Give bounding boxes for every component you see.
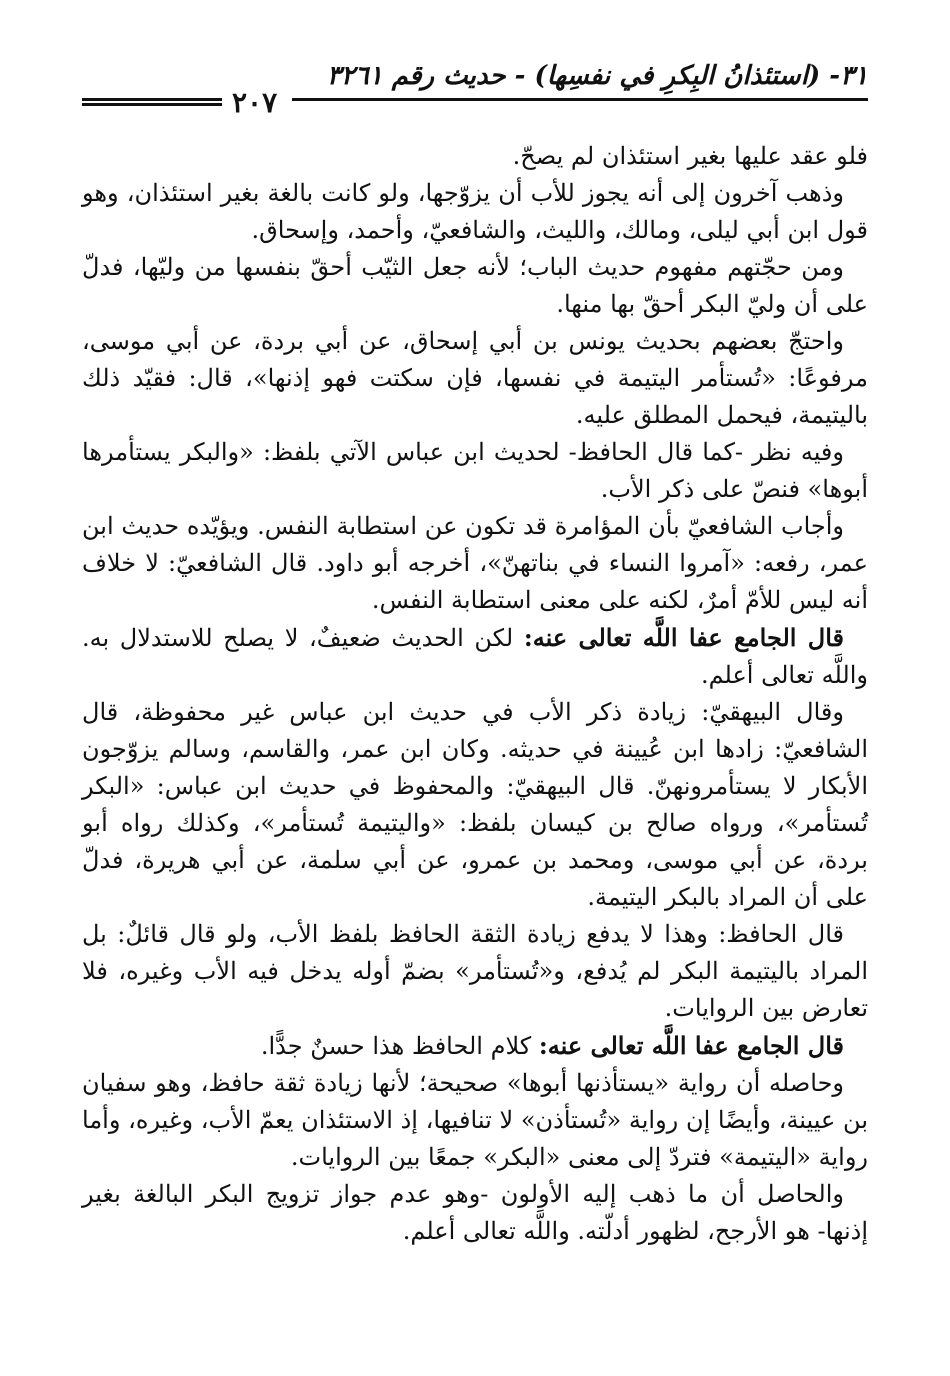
header-rule-double: [82, 98, 222, 110]
paragraph: [82, 138, 868, 175]
paragraph-text: وحاصله أن رواية «يستأذنها أبوها» صحيحة؛ لأنها زيادة ثقة حافظ، وهو سفيان بن عيينة، وأيضًا إن رواية «تُستأذن» لا تنافيها، إذ الاستئذان يعمّ الأب، وغيره، وأما رواية «اليتيمة» فتردّ إلى معنى «البكر» جمعًا بين الروايات.: [82, 1069, 868, 1171]
page-header: [82, 58, 868, 118]
compiler-note-lead: قال الجامع عفا اللَّه تعالى عنه:: [538, 1031, 844, 1060]
paragraph: [82, 323, 868, 434]
paragraph: [82, 916, 868, 1027]
paragraph: [82, 249, 868, 323]
paragraph: [82, 694, 868, 916]
paragraph-text: كلام الحافظ هذا حسنٌ جدًّا.: [260, 1032, 539, 1060]
paragraph-text: واحتجّ بعضهم بحديث يونس بن أبي إسحاق، عن أبي بردة، عن أبي موسى، مرفوعًا: «تُستأمر اليتيمة في نفسها، فإن سكتت فهو إذنها»، قال: فقيّد ذلك باليتيمة، فيحمل المطلق عليه.: [82, 327, 868, 429]
paragraph: [82, 508, 868, 619]
header-rule-line: [82, 98, 222, 101]
header-rule: [292, 98, 868, 101]
header-rule-line: [82, 103, 222, 106]
paragraph: [82, 175, 868, 249]
page-number: ٢٠٧: [232, 86, 278, 119]
paragraph-text: وأجاب الشافعيّ بأن المؤامرة قد تكون عن استطابة النفس. ويؤيّده حديث ابن عمر، رفعه: «آمروا النساء في بناتهنّ»، أخرجه أبو داود. قال الشافعيّ: لا خلاف أنه ليس للأمّ أمرٌ، لكنه على معنى استطابة النفس.: [82, 512, 868, 614]
page-body: [82, 138, 868, 1250]
paragraph: [82, 434, 868, 508]
paragraph-compiler-note: [82, 1027, 868, 1065]
compiler-note-lead: قال الجامع عفا اللَّه تعالى عنه:: [523, 623, 844, 652]
running-title: ٣١- (استئذانُ البِكرِ في نفسِها) - حديث رقم ٣٢٦١: [326, 61, 868, 91]
paragraph: [82, 1065, 868, 1176]
paragraph-text: قال الحافظ: وهذا لا يدفع زيادة الثقة الحافظ بلفظ الأب، ولو قال قائلٌ: بل المراد باليتيمة البكر لم يُدفع، و«تُستأمر» بضمّ أوله يدخل فيه الأب وغيره، فلا تعارض بين الروايات.: [82, 920, 868, 1022]
paragraph-text: وفيه نظر -كما قال الحافظ- لحديث ابن عباس الآتي بلفظ: «والبكر يستأمرها أبوها» فنصّ على ذكر الأب.: [82, 438, 868, 503]
paragraph-text: وذهب آخرون إلى أنه يجوز للأب أن يزوّجها، ولو كانت بالغة بغير استئذان، وهو قول ابن أبي ليلى، ومالك، والليث، والشافعيّ، وأحمد، وإسحاق.: [82, 179, 868, 244]
paragraph-text: فلو عقد عليها بغير استئذان لم يصحّ.: [512, 142, 868, 170]
paragraph: [82, 1176, 868, 1250]
paragraph-text: لكن الحديث ضعيفٌ، لا يصلح للاستدلال به. واللَّه تعالى أعلم.: [82, 624, 868, 689]
paragraph-text: والحاصل أن ما ذهب إليه الأولون -وهو عدم جواز تزويج البكر البالغة بغير إذنها- هو الأرجح، لظهور أدلّته. واللَّه تعالى أعلم.: [82, 1180, 868, 1245]
paragraph-text: وقال البيهقيّ: زيادة ذكر الأب في حديث ابن عباس غير محفوظة، قال الشافعيّ: زادها ابن عُيينة في حديثه. وكان ابن عمر، والقاسم، وسالم يزوّجون الأبكار لا يستأمرونهنّ. قال البيهقيّ: والمحفوظ في حديث ابن عباس: «البكر تُستأمر»، ورواه صالح بن كيسان بلفظ: «واليتيمة تُستأمر»، وكذلك رواه أبو بردة، عن أبي موسى، ومحمد بن عمرو، عن أبي سلمة، عن أبي هريرة، فدلّ على أن المراد بالبكر اليتيمة.: [82, 698, 868, 911]
paragraph-compiler-note: [82, 619, 868, 694]
paragraph-text: ومن حجّتهم مفهوم حديث الباب؛ لأنه جعل الثيّب أحقّ بنفسها من وليّها، فدلّ على أن وليّ البكر أحقّ بها منها.: [82, 253, 868, 318]
